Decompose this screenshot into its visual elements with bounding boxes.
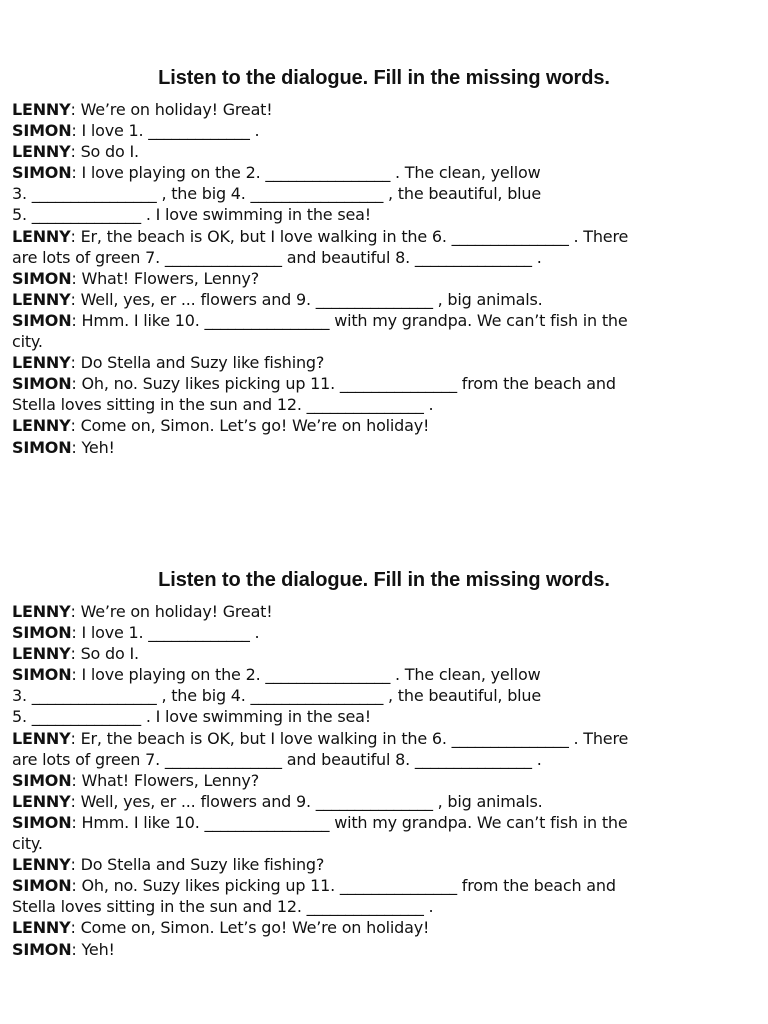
dialogue-line [12,162,756,183]
speaker: LENNY [12,353,71,373]
speaker: SIMON [12,770,72,790]
line-text: : Hmm. I like 10. ________________ with my grandpa. We can’t fish in the [71,310,628,330]
speaker: SIMON [12,665,72,685]
line-text: : So do I. [70,644,139,664]
dialogue-line [12,917,756,938]
line-text: city. [12,834,43,854]
dialogue-line [12,373,756,394]
line-text: : So do I. [70,142,139,162]
line-text: : Yeh! [71,939,115,959]
dialogue-line [12,204,756,225]
speaker: LENNY [12,918,71,938]
dialogue-line [12,770,756,791]
dialogue-line [12,310,756,331]
dialogue-line [12,437,756,458]
dialogue-line [12,226,756,247]
dialogue-line [12,728,756,749]
line-text: : I love 1. _____________ . [71,623,260,643]
speaker: SIMON [12,121,72,141]
line-text: 3. ________________ , the big 4. _________________ , the beautiful, blue [12,686,541,706]
line-text: : Well, yes, er ... flowers and 9. _______________ , big animals. [70,791,543,811]
dialogue-line [12,685,756,706]
speaker: LENNY [12,416,71,436]
line-text: : Er, the beach is OK, but I love walking in the 6. _______________ . There [70,728,629,748]
line-text: : I love playing on the 2. ________________ . The clean, yellow [71,665,541,685]
line-text: 5. ______________ . I love swimming in the sea! [12,707,371,727]
line-text: : Come on, Simon. Let’s go! We’re on holiday! [70,416,430,436]
speaker: LENNY [12,226,71,246]
worksheet-bottom [12,566,756,960]
dialogue-line [12,939,756,960]
dialogue-line [12,415,756,436]
line-text: : Hmm. I like 10. ________________ with my grandpa. We can’t fish in the [71,812,628,832]
dialogue-line [12,749,756,770]
dialogue-line [12,833,756,854]
dialogue [12,99,756,458]
speaker: SIMON [12,437,72,457]
dialogue-line [12,99,756,120]
line-text: : What! Flowers, Lenny? [71,268,259,288]
worksheet-top [12,64,756,458]
dialogue [12,601,756,960]
dialogue-line [12,247,756,268]
line-text: are lots of green 7. _______________ and beautiful 8. _______________ . [12,247,542,267]
line-text: : We’re on holiday! Great! [70,602,273,621]
dialogue-line [12,875,756,896]
dialogue-line [12,664,756,685]
dialogue-line [12,120,756,141]
dialogue-line [12,812,756,833]
line-text: : Oh, no. Suzy likes picking up 11. _______________ from the beach and [71,374,616,394]
line-text: : Come on, Simon. Let’s go! We’re on holiday! [70,918,430,938]
line-text: 5. ______________ . I love swimming in the sea! [12,205,371,225]
speaker: LENNY [12,855,71,875]
line-text: : Yeh! [71,437,115,457]
line-text: : Well, yes, er ... flowers and 9. _______________ , big animals. [70,289,543,309]
worksheet-title: Listen to the dialogue. Fill in the missing words. [158,569,610,591]
line-text: : Do Stella and Suzy like fishing? [70,353,325,373]
speaker: SIMON [12,374,72,394]
dialogue-line [12,268,756,289]
line-text: : What! Flowers, Lenny? [71,770,259,790]
line-text: Stella loves sitting in the sun and 12. _______________ . [12,897,434,917]
speaker: SIMON [12,163,72,183]
line-text: : I love playing on the 2. ________________ . The clean, yellow [71,163,541,183]
line-text: : I love 1. _____________ . [71,121,260,141]
dialogue-line [12,141,756,162]
speaker: SIMON [12,310,72,330]
dialogue-line [12,183,756,204]
line-text: city. [12,332,43,352]
line-text: : Er, the beach is OK, but I love walking in the 6. _______________ . There [70,226,629,246]
speaker: LENNY [12,644,71,664]
dialogue-line [12,289,756,310]
line-text: : Do Stella and Suzy like fishing? [70,855,325,875]
dialogue-line [12,643,756,664]
speaker: LENNY [12,142,71,162]
speaker: LENNY [12,791,71,811]
dialogue-line [12,854,756,875]
dialogue-line [12,622,756,643]
dialogue-line [12,352,756,373]
speaker: SIMON [12,623,72,643]
dialogue-line [12,394,756,415]
dialogue-line [12,601,756,622]
speaker: SIMON [12,939,72,959]
speaker: SIMON [12,876,72,896]
speaker: LENNY [12,602,71,621]
worksheet-title: Listen to the dialogue. Fill in the missing words. [158,67,610,89]
dialogue-line [12,896,756,917]
speaker: LENNY [12,100,71,119]
dialogue-line [12,791,756,812]
line-text: are lots of green 7. _______________ and beautiful 8. _______________ . [12,749,542,769]
speaker: LENNY [12,728,71,748]
speaker: SIMON [12,812,72,832]
line-text: : We’re on holiday! Great! [70,100,273,119]
line-text: Stella loves sitting in the sun and 12. _______________ . [12,395,434,415]
line-text: 3. ________________ , the big 4. _________________ , the beautiful, blue [12,184,541,204]
speaker: LENNY [12,289,71,309]
dialogue-line [12,706,756,727]
speaker: SIMON [12,268,72,288]
line-text: : Oh, no. Suzy likes picking up 11. _______________ from the beach and [71,876,616,896]
dialogue-line [12,331,756,352]
